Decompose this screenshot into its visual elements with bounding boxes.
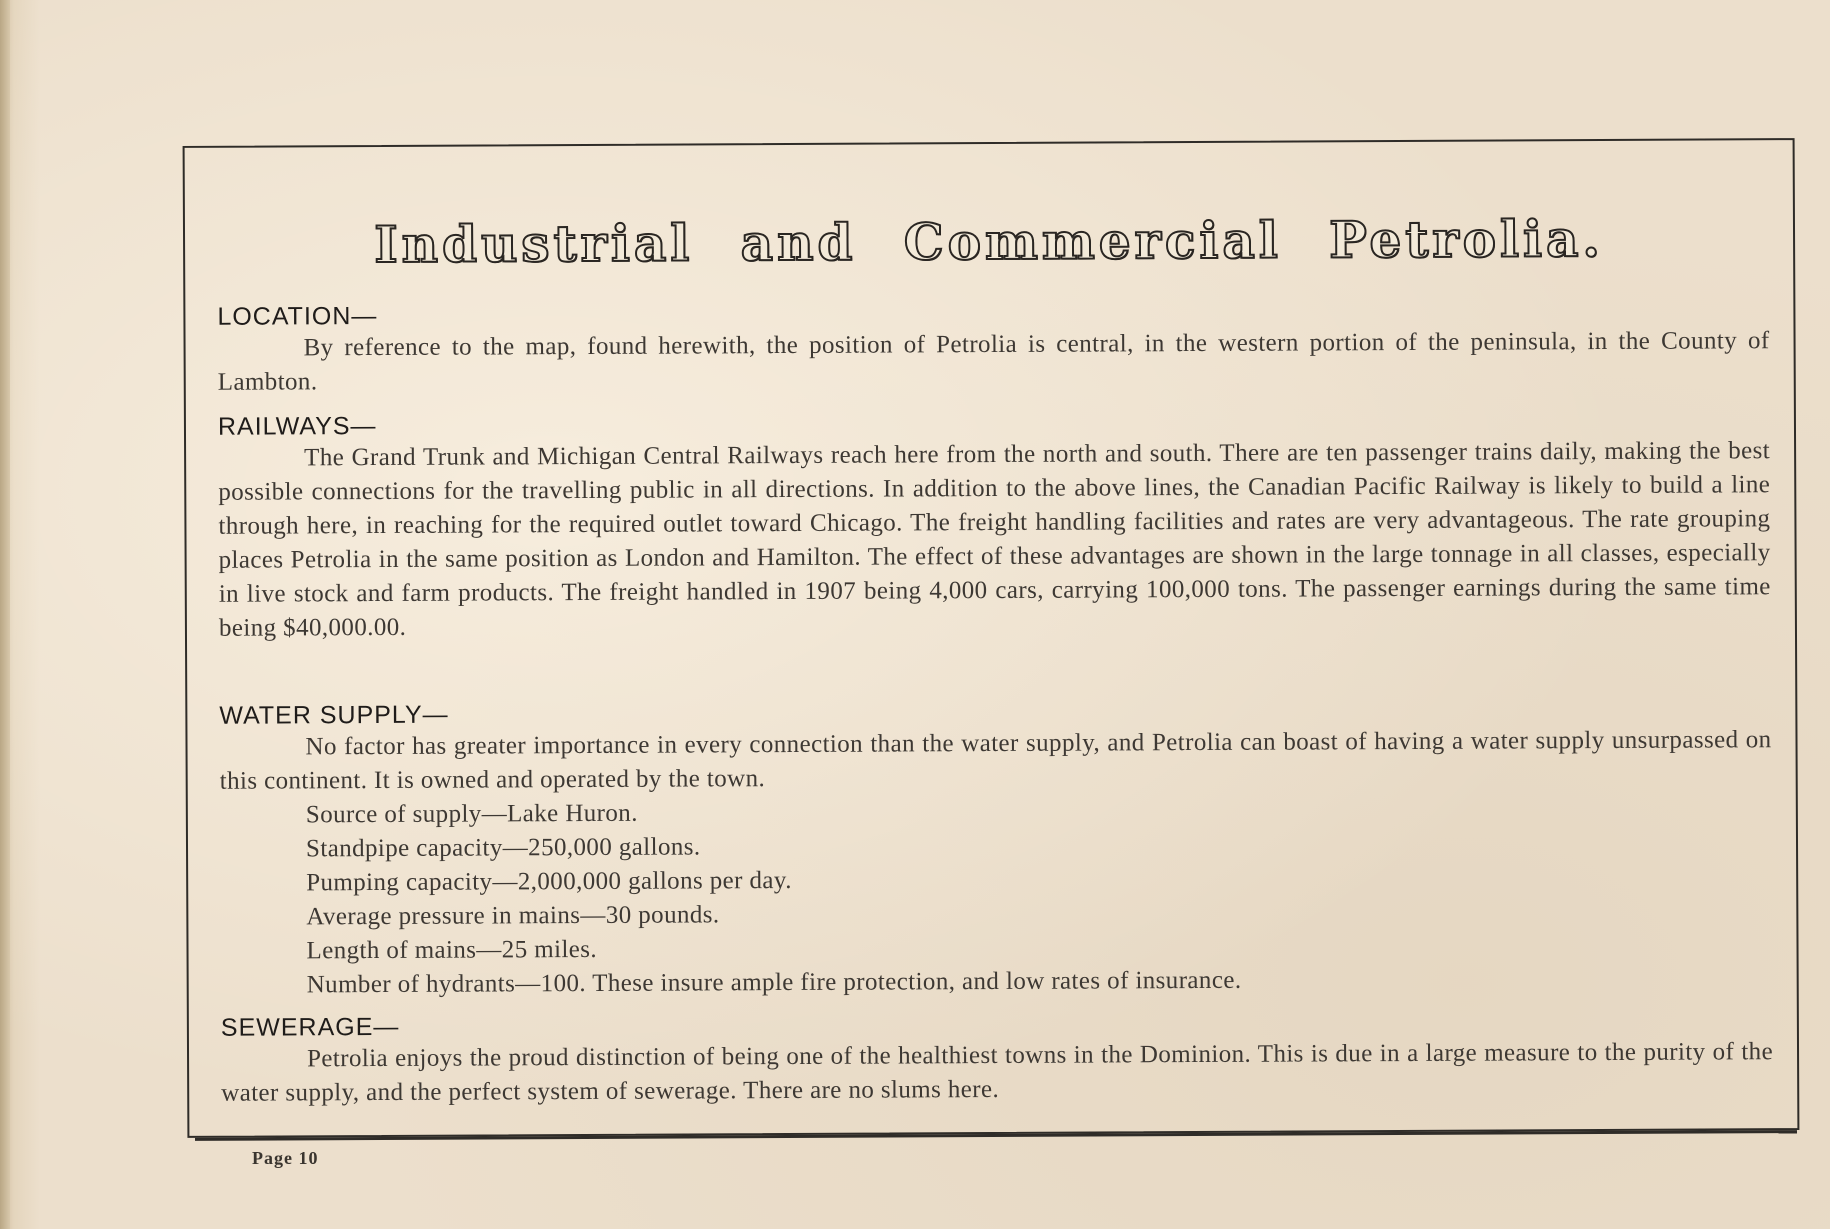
section-sewerage (221, 1005, 1773, 1111)
water-fact-item: Pumping capacity—2,000,000 gallons per day. (306, 866, 792, 897)
section-heading-location: LOCATION— (217, 301, 378, 331)
water-fact-item: Average pressure in mains—30 pounds. (306, 901, 720, 931)
water-fact-item: Number of hydrants—100. These insure ample fire protection, and low rates of insurance. (306, 966, 1242, 999)
page-binding-edge (0, 0, 10, 1229)
section-text-sewerage: Petrolia enjoys the proud distinction of being one of the healthiest towns in the Dominion. This is due in a large measure to the purity of the water supply, and the perfect system of sewerage. There are no slums here. (221, 1038, 1774, 1107)
section-heading-water-supply: WATER SUPPLY— (219, 700, 449, 730)
page-title: Industrial and Commercial Petrolia. (374, 209, 1604, 275)
section-text-water-supply: No factor has greater importance in every connection than the water supply, and Petrolia can boast of having a water supply unsurpassed on this continent. It is owned and operated by the town. (219, 726, 1772, 795)
water-fact-item: Standpipe capacity—250,000 gallons. (305, 833, 701, 863)
section-heading-sewerage: SEWERAGE— (220, 1012, 400, 1042)
section-text-location: By reference to the map, found herewith, the position of Petrolia is central, in the western portion of the peninsula, in the County of Lambton. (217, 327, 1770, 396)
section-railways (218, 404, 1771, 646)
content-frame (183, 138, 1800, 1138)
section-water-supply (219, 693, 1772, 1003)
section-text-railways: The Grand Trunk and Michigan Central Railways reach here from the north and south. There are ten passenger trains daily, making the best possible connections for the travelling public in all directions. In addition to the above lines, the Canadian Pacific Railway is likely to build a line through here, in reaching for the required outlet toward Chicago. The freight handling facilities and rates are very advantageous. The rate grouping places Petrolia in the same position as London and Hamilton. The effect of these advantages are shown in the large tonnage in all classes, especially in live stock and farm products. The freight handled in 1907 being 4,000 cars, carrying 100,000 tons. The passenger earnings during the same time being $40,000.00. (218, 437, 1771, 642)
section-heading-railways: RAILWAYS— (217, 412, 377, 441)
page-number: Page 10 (252, 1148, 319, 1168)
water-fact-item: Length of mains—25 miles. (306, 935, 598, 965)
section-location (217, 294, 1769, 400)
water-fact-item: Source of supply—Lake Huron. (305, 799, 638, 829)
